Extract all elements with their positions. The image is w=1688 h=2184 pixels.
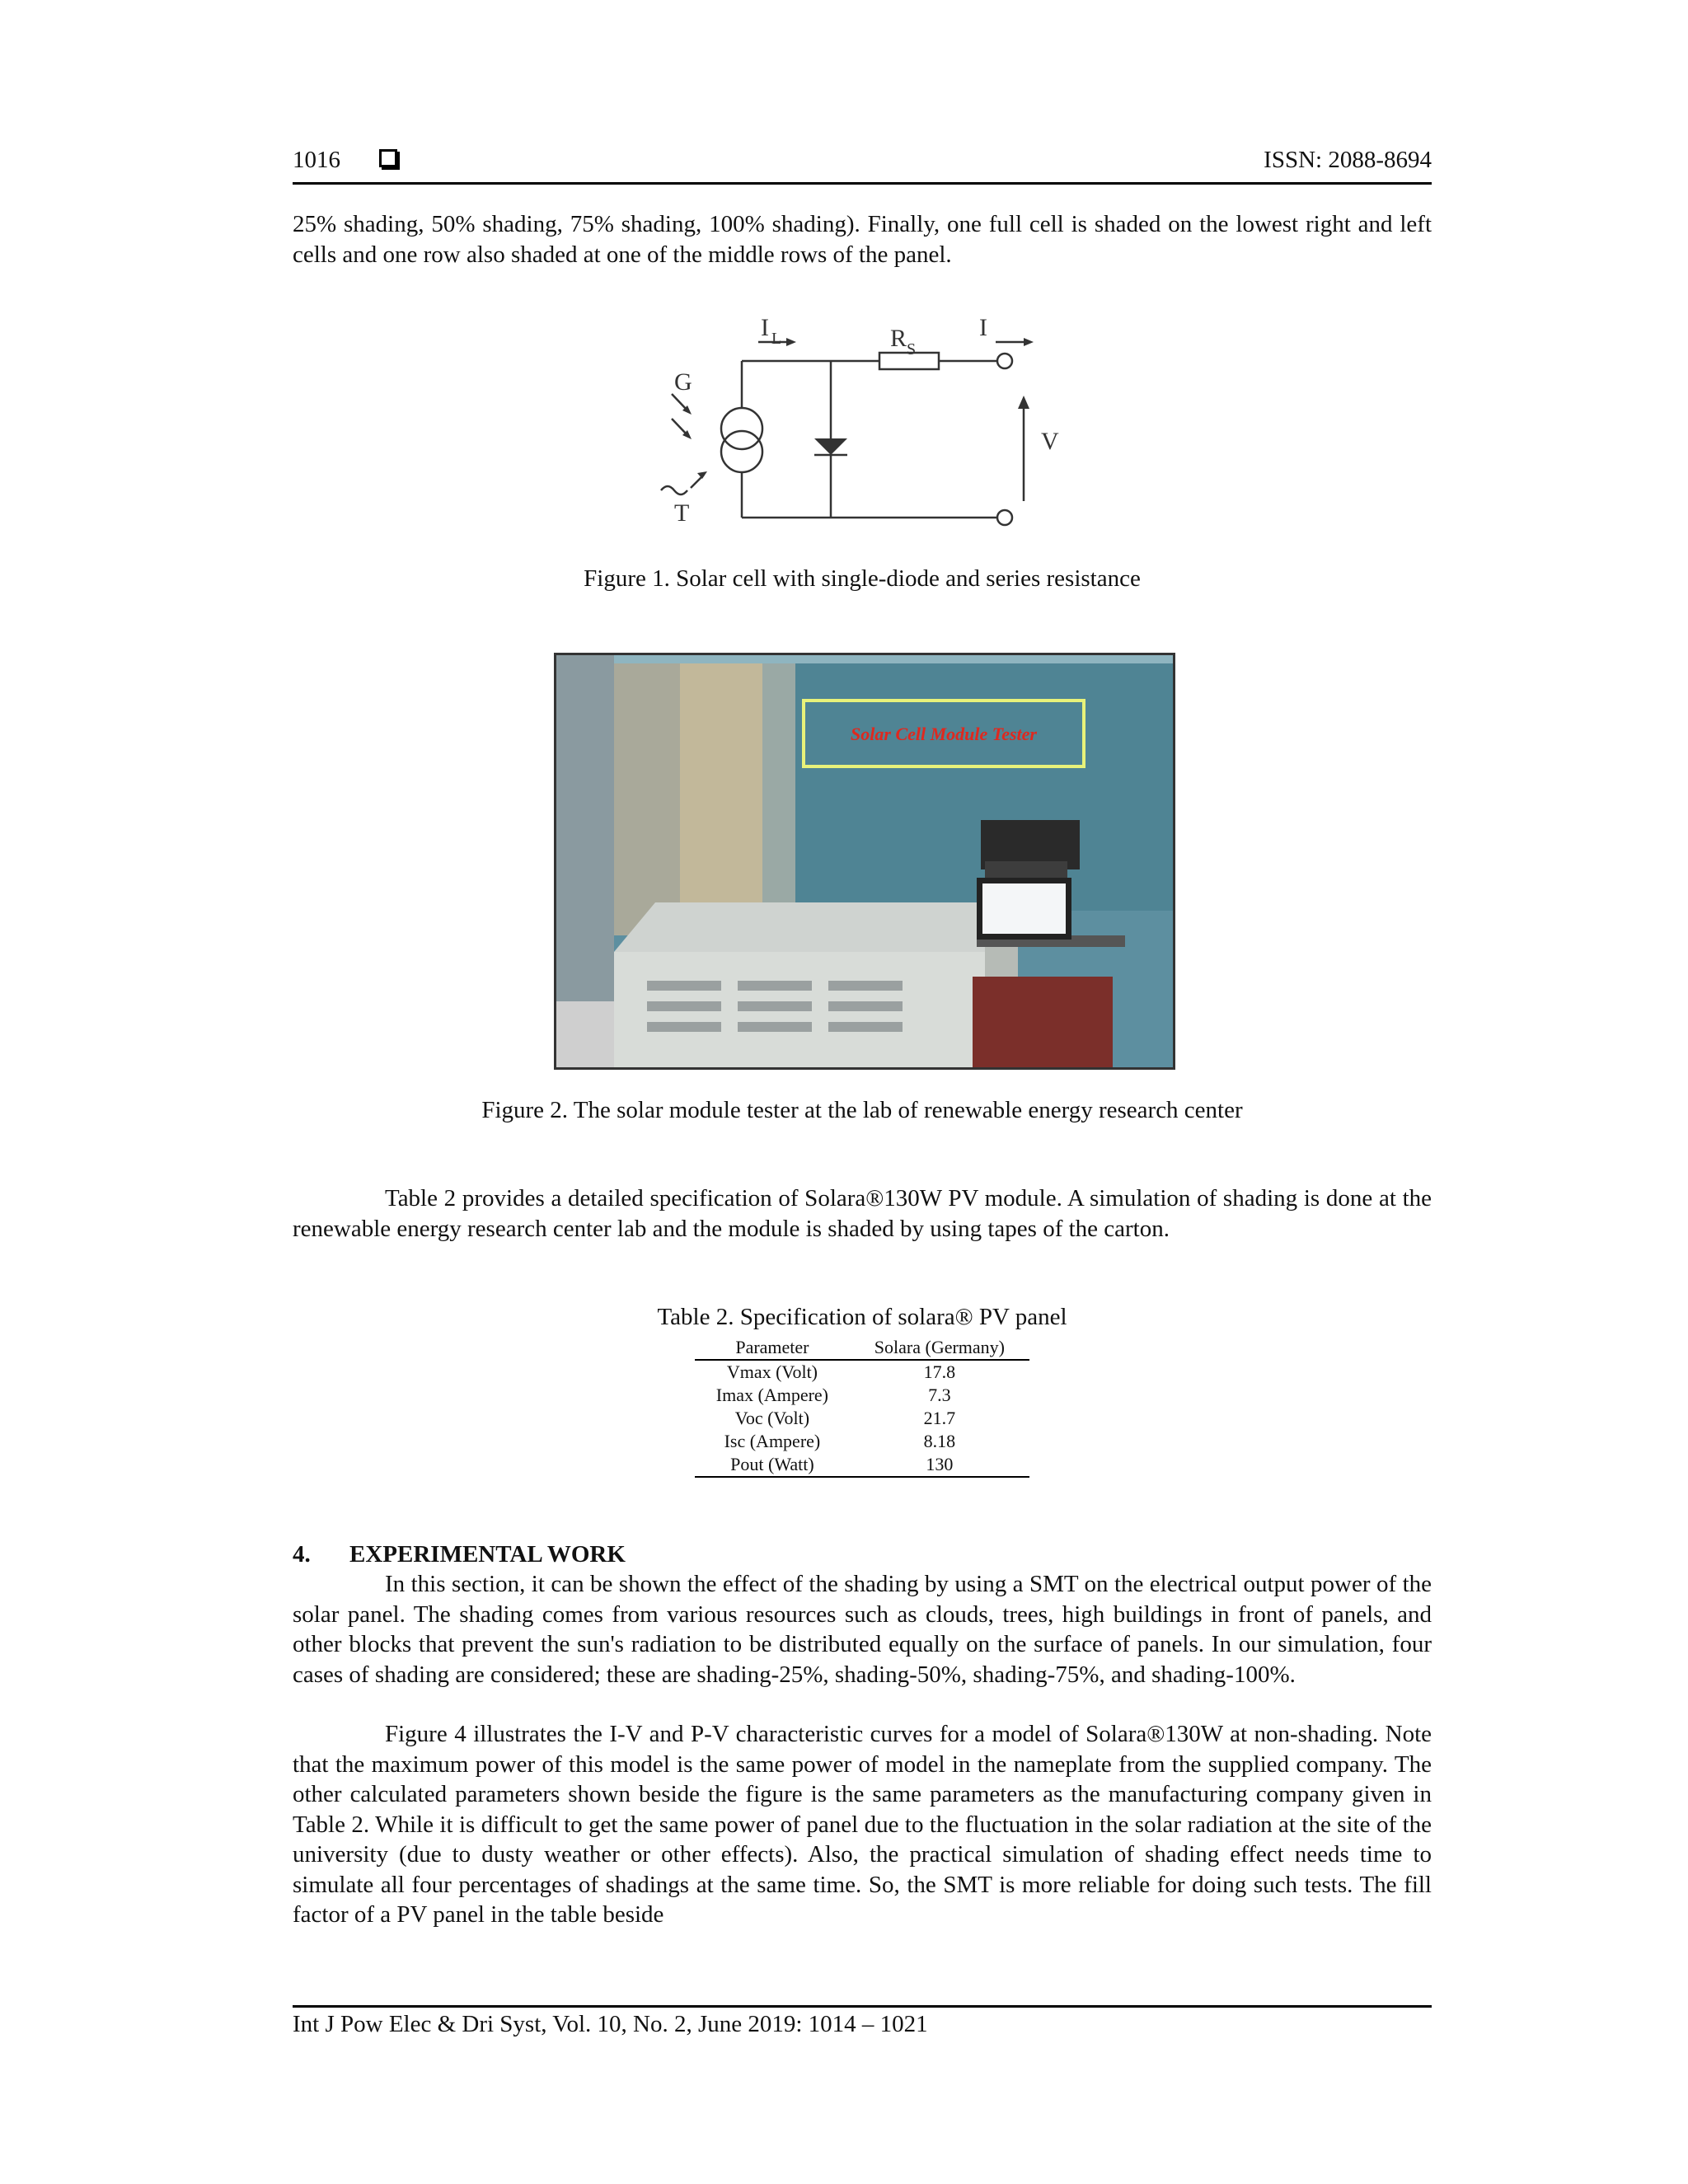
page-number: 1016 [293, 147, 340, 173]
table-cell: Voc (Volt) [734, 1408, 810, 1428]
table-intro-paragraph: Table 2 provides a detailed specification of Solara®130W PV module. A simulation of shading is done at the renewable energy research center lab and the module is shaded by using tapes of the carton. [293, 1185, 1432, 1242]
table-cell: Imax (Ampere) [715, 1385, 829, 1405]
label-g: G [674, 368, 692, 396]
table-header-cell: Parameter [695, 1336, 850, 1360]
table-cell: 130 [850, 1453, 1029, 1477]
label-il: I [761, 314, 769, 341]
footer-rule [293, 2005, 1432, 2008]
header-box-icon [379, 149, 397, 167]
figure2-caption: Figure 2. The solar module tester at the lab of renewable energy research center [481, 1097, 1243, 1123]
section-number: 4. [293, 1541, 311, 1568]
header-rule [293, 182, 1432, 185]
label-v: V [1041, 428, 1059, 455]
label-rs: R [890, 325, 907, 352]
footer-citation: Int J Pow Elec & Dri Syst, Vol. 10, No. 2, June 2019: 1014 – 1021 [293, 2011, 928, 2037]
table-cell: 21.7 [923, 1408, 956, 1428]
table-row [695, 1360, 1029, 1384]
table-cell: Pout (Watt) [695, 1453, 850, 1477]
table-cell: 8.18 [923, 1431, 956, 1451]
intro-paragraph: 25% shading, 50% shading, 75% shading, 100% shading). Finally, one full cell is shaded on the lowest right and left cells and one row also shaded at one of the middle rows of the panel. [293, 211, 1432, 268]
label-t: T [674, 499, 690, 527]
table-cell: Vmax (Volt) [726, 1361, 818, 1382]
table-row [695, 1407, 1029, 1430]
figure2-photo [554, 653, 1175, 1070]
table-cell: 17.8 [923, 1361, 956, 1382]
table2-caption: Table 2. Specification of solara® PV panel [657, 1304, 1067, 1330]
table-header-row [695, 1336, 1029, 1360]
figure1-caption: Figure 1. Solar cell with single-diode and series resistance [584, 565, 1141, 592]
label-il-sub: L [771, 330, 782, 348]
tester-photo-illustration [556, 655, 1173, 1067]
label-i: I [979, 314, 987, 341]
issn: ISSN: 2088-8694 [1264, 147, 1432, 173]
table-cell: Isc (Ampere) [724, 1431, 821, 1451]
section-title: EXPERIMENTAL WORK [349, 1541, 626, 1568]
table2 [695, 1336, 1029, 1478]
figure1-circuit [643, 313, 1088, 544]
photo-overlay-text: Solar Cell Module Tester [851, 724, 1037, 744]
table-row [695, 1384, 1029, 1407]
label-rs-sub: S [907, 340, 917, 359]
section-heading [293, 1541, 626, 1568]
section4-paragraph-2: Figure 4 illustrates the I-V and P-V characteristic curves for a model of Solara®130W at non-shading. Note that the maximum power of this model is the same power of model in the nameplate from the supplied company. The other calculated parameters shown beside the figure is the same parameters as the manufacturing company given in Table 2. While it is difficult to get the same power of panel due to the fluctuation in the solar radiation at the site of the university (due to dusty weather or other effects). Also, the practical simulation of shading effect needs time to simulate all four percentages of shadings at the same time. So, the SMT is more reliable for doing such tests. The fill factor of a PV panel in the table beside [293, 1721, 1432, 1928]
table-header-cell: Solara (Germany) [850, 1336, 1029, 1360]
section4-paragraph-1: In this section, it can be shown the effect of the shading by using a SMT on the electrical output power of the solar panel. The shading comes from various resources such as clouds, trees, high buildings in front of panels, and other blocks that prevent the sun's radiation to be distributed equally on the surface of panels. In our simulation, four cases of shading are considered; these are shading-25%, shading-50%, shading-75%, and shading-100%. [293, 1571, 1432, 1688]
table-cell: 7.3 [928, 1385, 951, 1405]
table-row [695, 1430, 1029, 1453]
table-row [695, 1453, 1029, 1477]
